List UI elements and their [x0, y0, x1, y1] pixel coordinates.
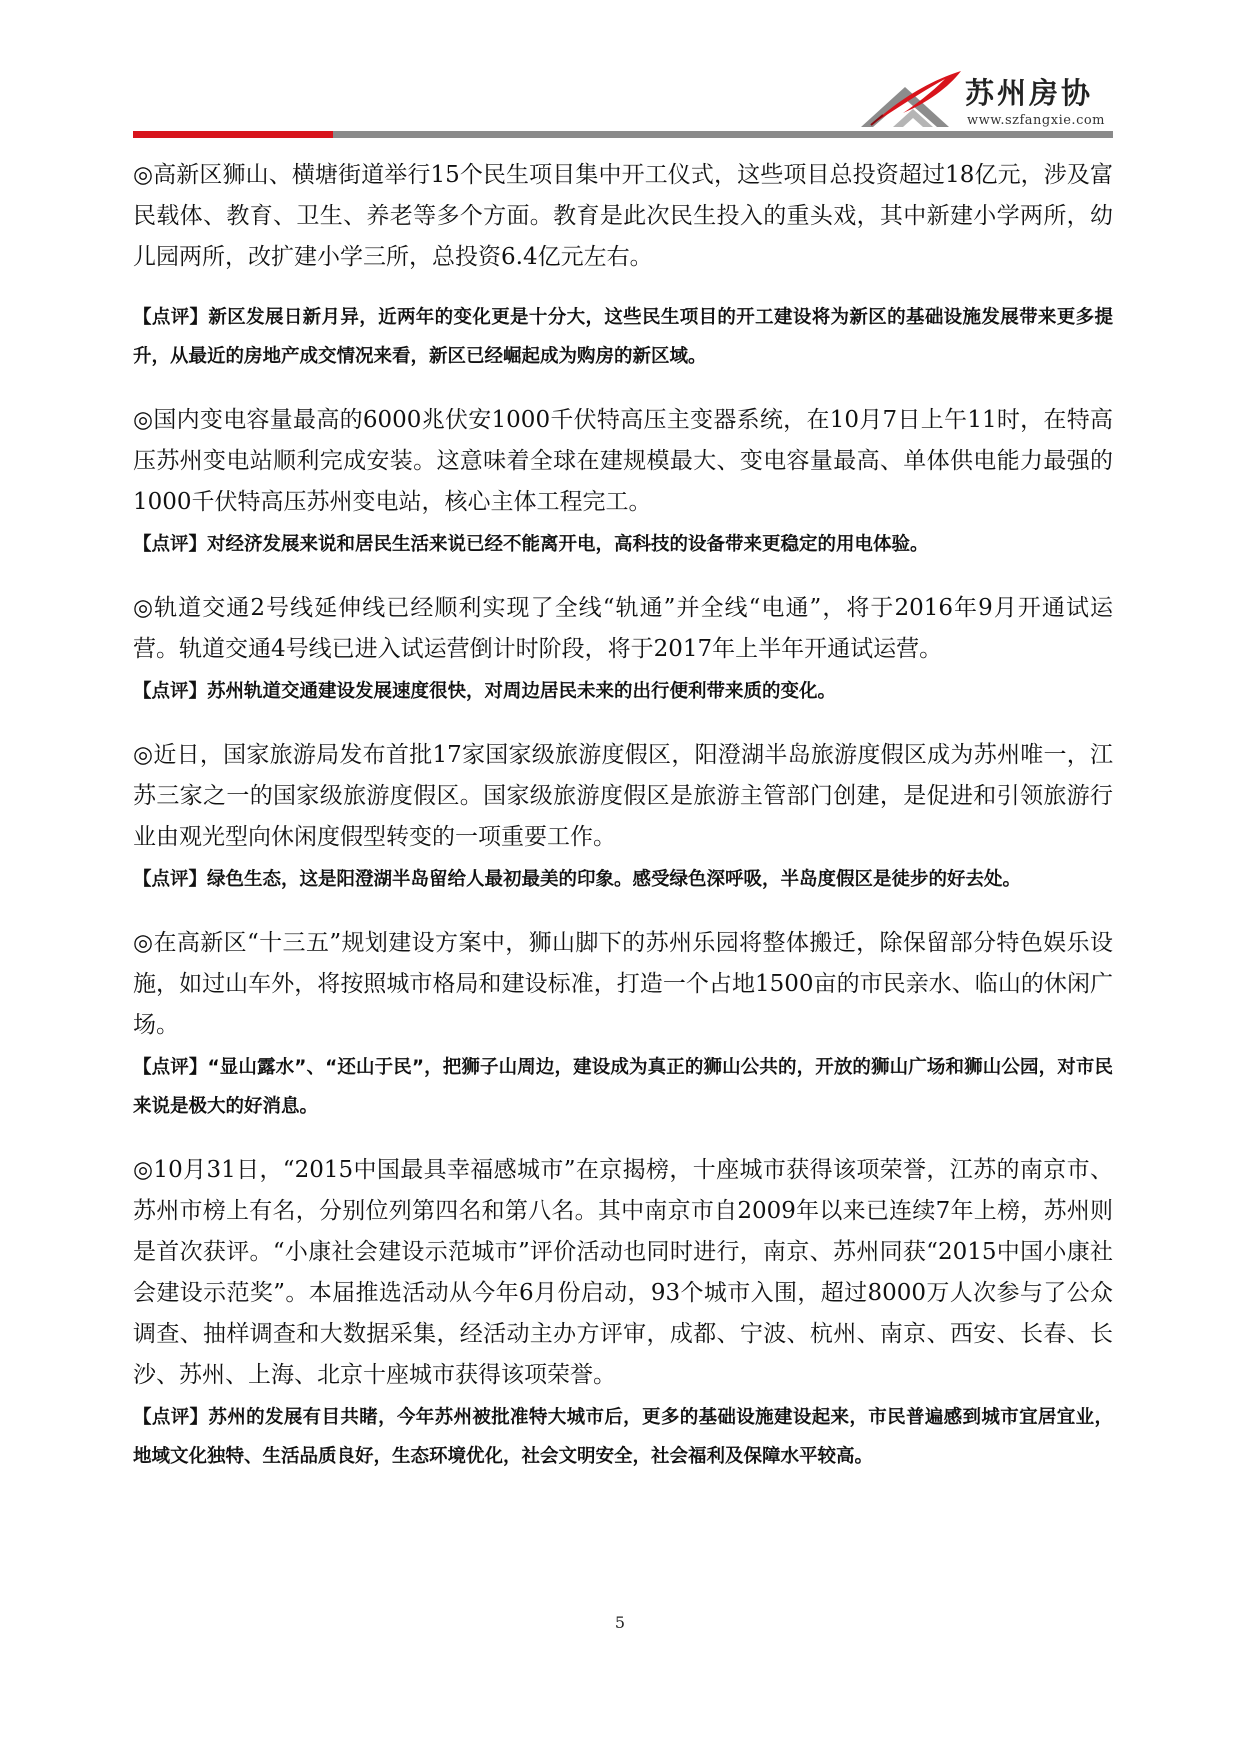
news-comment: 【点评】绿色生态，这是阳澄湖半岛留给人最初最美的印象。感受绿色深呼吸，半岛度假区是徒步的好去处。 [133, 869, 1022, 890]
news-comment: 【点评】“显山露水”、“还山于民”，把狮子山周边，建设成为真正的狮山公共的，开放的狮山广场和狮山公园，对市民来说是极大的好消息。 [133, 1057, 1113, 1117]
news-comment: 【点评】对经济发展来说和居民生活来说已经不能离开电，高科技的设备带来更稳定的用电体验。 [133, 534, 929, 555]
news-item: ◎国内变电容量最高的6000兆伏安1000千伏特高压主变器系统，在10月7日上午11时，在特高压苏州变电站顺利完成安装。这意味着全球在建规模最大、变电容量最高、单体供电能力最强的1000千伏特高压苏州变电站，核心主体工程完工。 [133, 407, 1113, 515]
news-section [133, 1150, 1113, 1476]
brand-logo [853, 65, 1113, 135]
news-comment: 【点评】苏州轨道交通建设发展速度很快，对周边居民未来的出行便利带来质的变化。 [133, 681, 837, 702]
news-comment: 【点评】苏州的发展有目共睹，今年苏州被批准特大城市后，更多的基础设施建设起来，市民普遍感到城市宜居宜业，地域文化独特、生活品质良好，生态环境优化，社会文明安全，社会福利及保障水平较高。 [133, 1407, 1113, 1467]
news-item: ◎近日，国家旅游局发布首批17家国家级旅游度假区，阳澄湖半岛旅游度假区成为苏州唯一，江苏三家之一的国家级旅游度假区。国家级旅游度假区是旅游主管部门创建，是促进和引领旅游行业由观光型向休闲度假型转变的一项重要工作。 [133, 742, 1113, 850]
brand-url: www.szfangxie.com [967, 113, 1105, 128]
news-item: ◎高新区狮山、横塘街道举行15个民生项目集中开工仪式，这些项目总投资超过18亿元，涉及富民载体、教育、卫生、养老等多个方面。教育是此次民生投入的重头戏，其中新建小学两所，幼儿园两所，改扩建小学三所，总投资6.4亿元左右。 [133, 162, 1113, 270]
news-section [133, 735, 1113, 899]
news-item: ◎轨道交通2号线延伸线已经顺利实现了全线“轨通”并全线“电通”，将于2016年9月开通试运营。轨道交通4号线已进入试运营倒计时阶段，将于2017年上半年开通试运营。 [133, 595, 1113, 662]
news-item: ◎10月31日，“2015中国最具幸福感城市”在京揭榜，十座城市获得该项荣誉，江苏的南京市、苏州市榜上有名，分别位列第四名和第八名。其中南京市自2009年以来已连续7年上榜，苏州则是首次获评。“小康社会建设示范城市”评价活动也同时进行，南京、苏州同获“2015中国小康社会建设示范奖”。本届推选活动从今年6月份启动，93个城市入围，超过8000万人次参与了公众调查、抽样调查和大数据采集，经活动主办方评审，成都、宁波、杭州、南京、西安、长春、长沙、苏州、上海、北京十座城市获得该项荣誉。 [133, 1157, 1113, 1388]
news-comment: 【点评】新区发展日新月异，近两年的变化更是十分大，这些民生项目的开工建设将为新区的基础设施发展带来更多提升，从最近的房地产成交情况来看，新区已经崛起成为购房的新区域。 [133, 307, 1113, 367]
page-number: 5 [614, 1613, 626, 1632]
news-section [133, 588, 1113, 711]
news-section [133, 923, 1113, 1126]
news-section [133, 155, 1113, 376]
news-content [133, 155, 1113, 1476]
feather-roof-logo-icon [853, 65, 973, 135]
news-section [133, 400, 1113, 564]
news-item: ◎在高新区“十三五”规划建设方案中，狮山脚下的苏州乐园将整体搬迁，除保留部分特色娱乐设施，如过山车外，将按照城市格局和建设标准，打造一个占地1500亩的市民亲水、临山的休闲广场。 [133, 930, 1113, 1038]
header-divider [133, 131, 1113, 138]
brand-name: 苏州房协 [965, 76, 1094, 110]
